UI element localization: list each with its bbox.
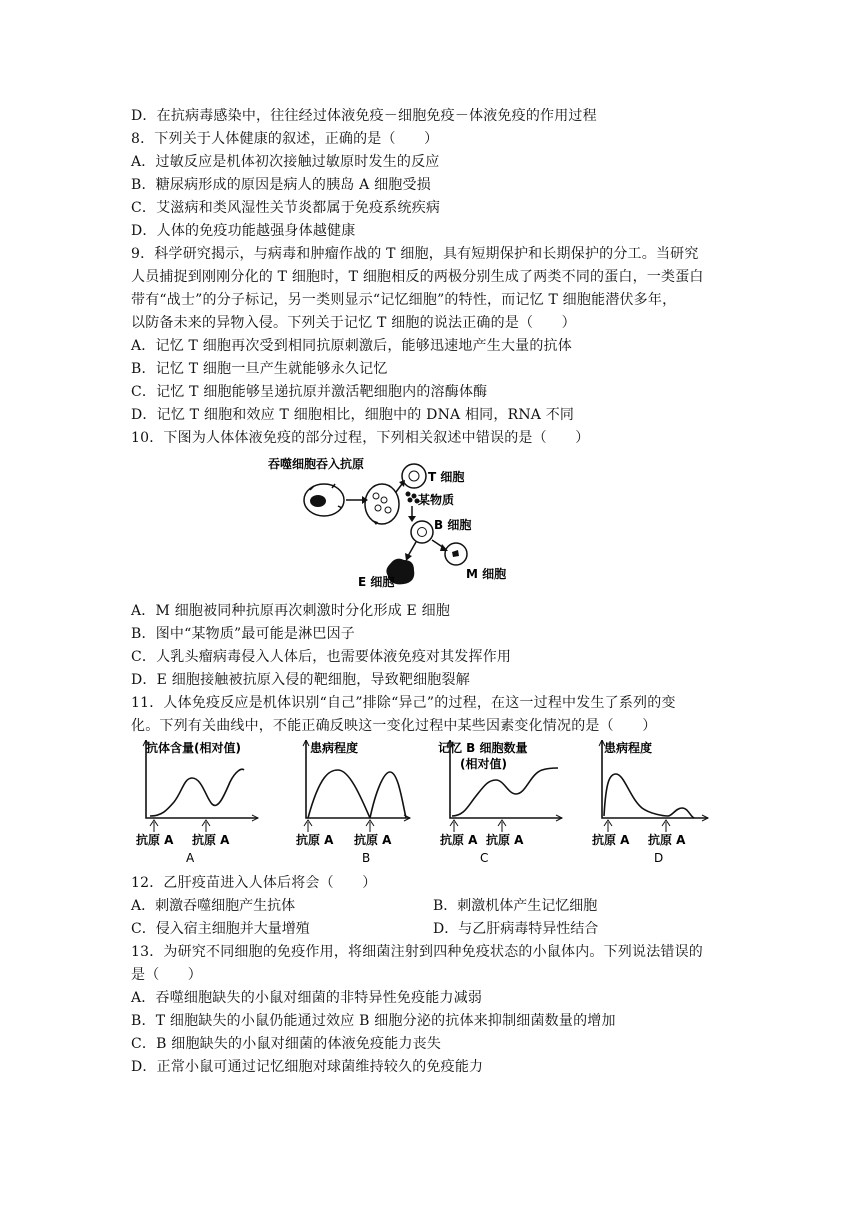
q13-stem-line2: 是（ ） — [131, 967, 202, 983]
antigen-blob — [310, 495, 326, 507]
q10-option-d: D．E 细胞接触被抗原入侵的靶细胞，导致靶细胞裂解 — [131, 672, 470, 688]
graph-c-letter: C — [480, 851, 489, 865]
q10-option-c: C．人乳头瘤病毒侵入人体后，也需要体液免疫对其发挥作用 — [131, 649, 512, 665]
graph-b-letter: B — [362, 851, 371, 865]
graph-c-ylabel: 记忆 B 细胞数量 — [438, 741, 528, 755]
q12-stem: 12．乙肝疫苗进入人体后将会（ ） — [131, 875, 377, 891]
q9-option-d: D．记忆 T 细胞和效应 T 细胞相比，细胞中的 DNA 相同，RNA 不同 — [131, 407, 575, 423]
q9-option-c: C．记忆 T 细胞能够呈递抗原并激活靶细胞内的溶酶体酶 — [131, 384, 488, 400]
graph-b-curve2 — [370, 772, 406, 818]
graph-a-x2: 抗原 A — [192, 833, 230, 847]
graph-a-ylabel: 抗体含量(相对值) — [146, 741, 241, 755]
graph-b-x1: 抗原 A — [296, 833, 334, 847]
q13-option-d: D．正常小鼠可通过记忆细胞对球菌维持较久的免疫能力 — [131, 1059, 484, 1075]
graph-c — [438, 740, 568, 868]
q8-option-c: C．艾滋病和类风湿性关节炎都属于免疫系统疾病 — [131, 200, 441, 216]
q7-option-d: D．在抗病毒感染中，往往经过体液免疫－细胞免疫－体液免疫的作用过程 — [131, 108, 597, 124]
b-cell — [411, 521, 433, 543]
humoral-immunity-diagram — [262, 452, 512, 594]
m-cell-label: M 细胞 — [466, 567, 507, 581]
graph-c-x1: 抗原 A — [440, 833, 478, 847]
graph-d-curve — [604, 774, 694, 818]
graph-d-ylabel: 患病程度 — [604, 741, 653, 755]
graph-a-x1: 抗原 A — [136, 833, 174, 847]
diagram-title: 吞噬细胞吞入抗原 — [268, 457, 365, 471]
q12-option-d: D．与乙肝病毒特异性结合 — [433, 921, 599, 937]
e-cell-label: E 细胞 — [358, 575, 395, 589]
t-cell-label: T 细胞 — [428, 470, 465, 484]
graph-d-x1: 抗原 A — [592, 833, 630, 847]
q9-stem-line4: 以防备未来的异物入侵。下列关于记忆 T 细胞的说法正确的是（ ） — [131, 315, 576, 331]
graph-d-letter: D — [654, 851, 664, 865]
q9-option-b: B．记忆 T 细胞一旦产生就能够永久记忆 — [131, 361, 388, 377]
q8-option-a: A．过敏反应是机体初次接触过敏原时发生的反应 — [131, 154, 440, 170]
q13-option-b: B．T 细胞缺失的小鼠仍能通过效应 B 细胞分泌的抗体来抑制细菌数量的增加 — [131, 1013, 616, 1029]
q13-option-a: A．吞噬细胞缺失的小鼠对细菌的非特异性免疫能力减弱 — [131, 990, 483, 1006]
q12-option-c: C．侵入宿主细胞并大量增殖 — [131, 921, 310, 937]
q11-stem-line1: 11．人体免疫反应是机体识别“自己”排除“异己”的过程，在这一过程中发生了系列的变 — [131, 695, 676, 711]
q11-stem-line2: 化。下列有关曲线中，不能正确反映这一变化过程中某些因素变化情况的是（ ） — [131, 718, 657, 734]
q13-stem-line1: 13．为研究不同细胞的免疫作用，将细菌注射到四种免疫状态的小鼠体内。下列说法错误的 — [131, 944, 704, 960]
graph-c-ylabel2: (相对值) — [460, 757, 507, 771]
q12-option-a: A．刺激吞噬细胞产生抗体 — [131, 898, 296, 914]
q8-option-d: D．人体的免疫功能越强身体越健康 — [131, 223, 356, 239]
q9-stem-line3: 带有“战士”的分子标记，另一类则显示“记忆细胞”的特性，而记忆 T 细胞能潜伏多年， — [131, 292, 677, 308]
graph-b-curve1 — [308, 770, 370, 818]
q9-stem-line2: 人员捕捉到刚刚分化的 T 细胞时，T 细胞相反的两极分别生成了两类不同的蛋白，一类蛋白 — [131, 269, 704, 285]
q12-option-b: B．刺激机体产生记忆细胞 — [433, 898, 598, 914]
graph-b — [296, 740, 416, 868]
graph-a — [132, 740, 262, 868]
graph-d-x2: 抗原 A — [648, 833, 686, 847]
graph-a-letter: A — [186, 851, 195, 865]
q10-stem: 10．下图为人体体液免疫的部分过程，下列相关叙述中错误的是（ ） — [131, 430, 590, 446]
t-cell — [402, 464, 426, 488]
graph-b-x2: 抗原 A — [354, 833, 392, 847]
graph-c-x2: 抗原 A — [486, 833, 524, 847]
b-cell-label: B 细胞 — [434, 518, 472, 532]
q9-stem-line1: 9．科学研究揭示，与病毒和肿瘤作战的 T 细胞，具有短期保护和长期保护的分工。当研究 — [131, 246, 699, 262]
substance-label: 某物质 — [418, 493, 455, 507]
q8-option-b: B．糖尿病形成的原因是病人的胰岛 A 细胞受损 — [131, 177, 431, 193]
graph-a-curve — [150, 769, 244, 816]
q10-option-a: A．M 细胞被同种抗原再次刺激时分化形成 E 细胞 — [131, 603, 451, 619]
q10-option-b: B．图中“某物质”最可能是淋巴因子 — [131, 626, 356, 642]
graph-b-ylabel: 患病程度 — [310, 741, 359, 755]
graph-c-curve — [452, 768, 558, 816]
q13-option-c: C．B 细胞缺失的小鼠对细菌的体液免疫能力丧失 — [131, 1036, 442, 1052]
q9-option-a: A．记忆 T 细胞再次受到相同抗原刺激后，能够迅速地产生大量的抗体 — [131, 338, 572, 354]
q8-stem: 8．下列关于人体健康的叙述，正确的是（ ） — [131, 131, 439, 147]
phagocyte-processing — [365, 484, 399, 524]
graph-d — [590, 740, 716, 868]
